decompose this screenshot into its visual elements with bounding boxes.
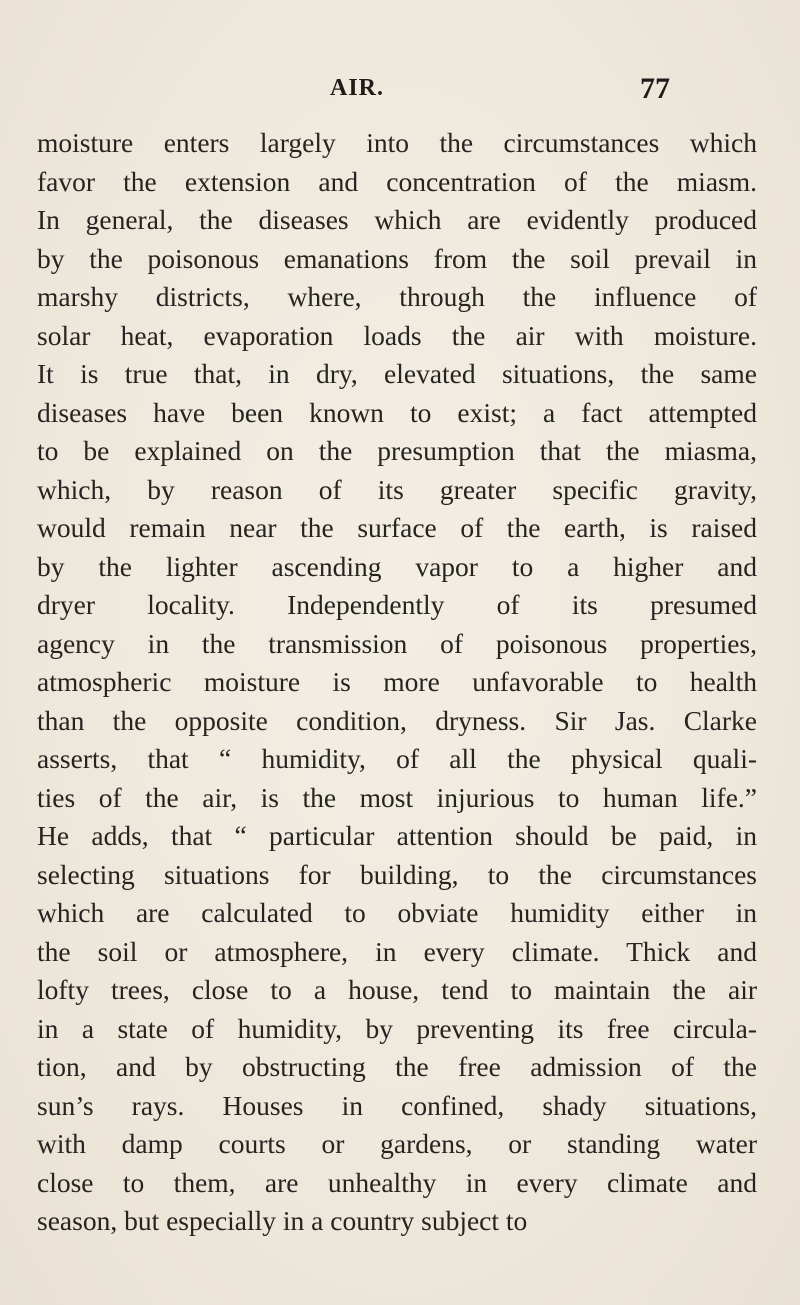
text-line: atmospheric moisture is more unfavorable to health: [37, 666, 757, 697]
text-line: would remain near the surface of the earth, is raised: [37, 512, 757, 543]
running-head: AIR.: [330, 75, 385, 101]
text-line: moisture enters largely into the circumstances which: [37, 127, 757, 158]
text-line: favor the extension and concentration of the miasm.: [37, 165, 757, 197]
text-line: ties of the air, is the most injurious to human life.”: [37, 781, 757, 813]
text-line: than the opposite condition, dryness. Sir Jas. Clarke: [37, 704, 757, 736]
text-line: by the poisonous emanations from the soil prevail in: [37, 242, 757, 274]
text-line: with damp courts or gardens, or standing water: [37, 1128, 757, 1159]
text-line: which are calculated to obviate humidity either in: [37, 897, 757, 928]
text-line: He adds, that “ particular attention should be paid, in: [37, 820, 757, 851]
text-line: solar heat, evaporation loads the air with moisture.: [37, 319, 757, 351]
text-line: It is true that, in dry, elevated situations, the same: [37, 358, 757, 389]
body-text: [37, 124, 757, 1241]
text-line: diseases have been known to exist; a fact attempted: [37, 396, 757, 428]
text-line: dryer locality. Independently of its presumed: [37, 589, 757, 620]
text-line: close to them, are unhealthy in every climate and: [37, 1166, 757, 1198]
text-line: to be explained on the presumption that the miasma,: [37, 435, 757, 466]
text-line: by the lighter ascending vapor to a higher and: [37, 550, 757, 582]
text-line: asserts, that “ humidity, of all the physical quali-: [37, 743, 757, 774]
text-line: in a state of humidity, by preventing its free circula-: [37, 1012, 757, 1044]
text-line: In general, the diseases which are evidently produced: [37, 204, 757, 235]
text-line: sun’s rays. Houses in confined, shady situations,: [37, 1089, 757, 1121]
text-line: tion, and by obstructing the free admission of the: [37, 1051, 757, 1082]
text-line: season, but especially in a country subject to: [37, 1205, 528, 1236]
text-line: which, by reason of its greater specific gravity,: [37, 473, 757, 505]
page-number: 77: [640, 72, 670, 105]
text-line: marshy districts, where, through the influence of: [37, 281, 757, 312]
text-line: selecting situations for building, to the circumstances: [37, 858, 757, 890]
text-line: agency in the transmission of poisonous properties,: [37, 627, 757, 659]
text-line: the soil or atmosphere, in every climate. Thick and: [37, 935, 757, 967]
text-line: lofty trees, close to a house, tend to maintain the air: [37, 974, 757, 1005]
